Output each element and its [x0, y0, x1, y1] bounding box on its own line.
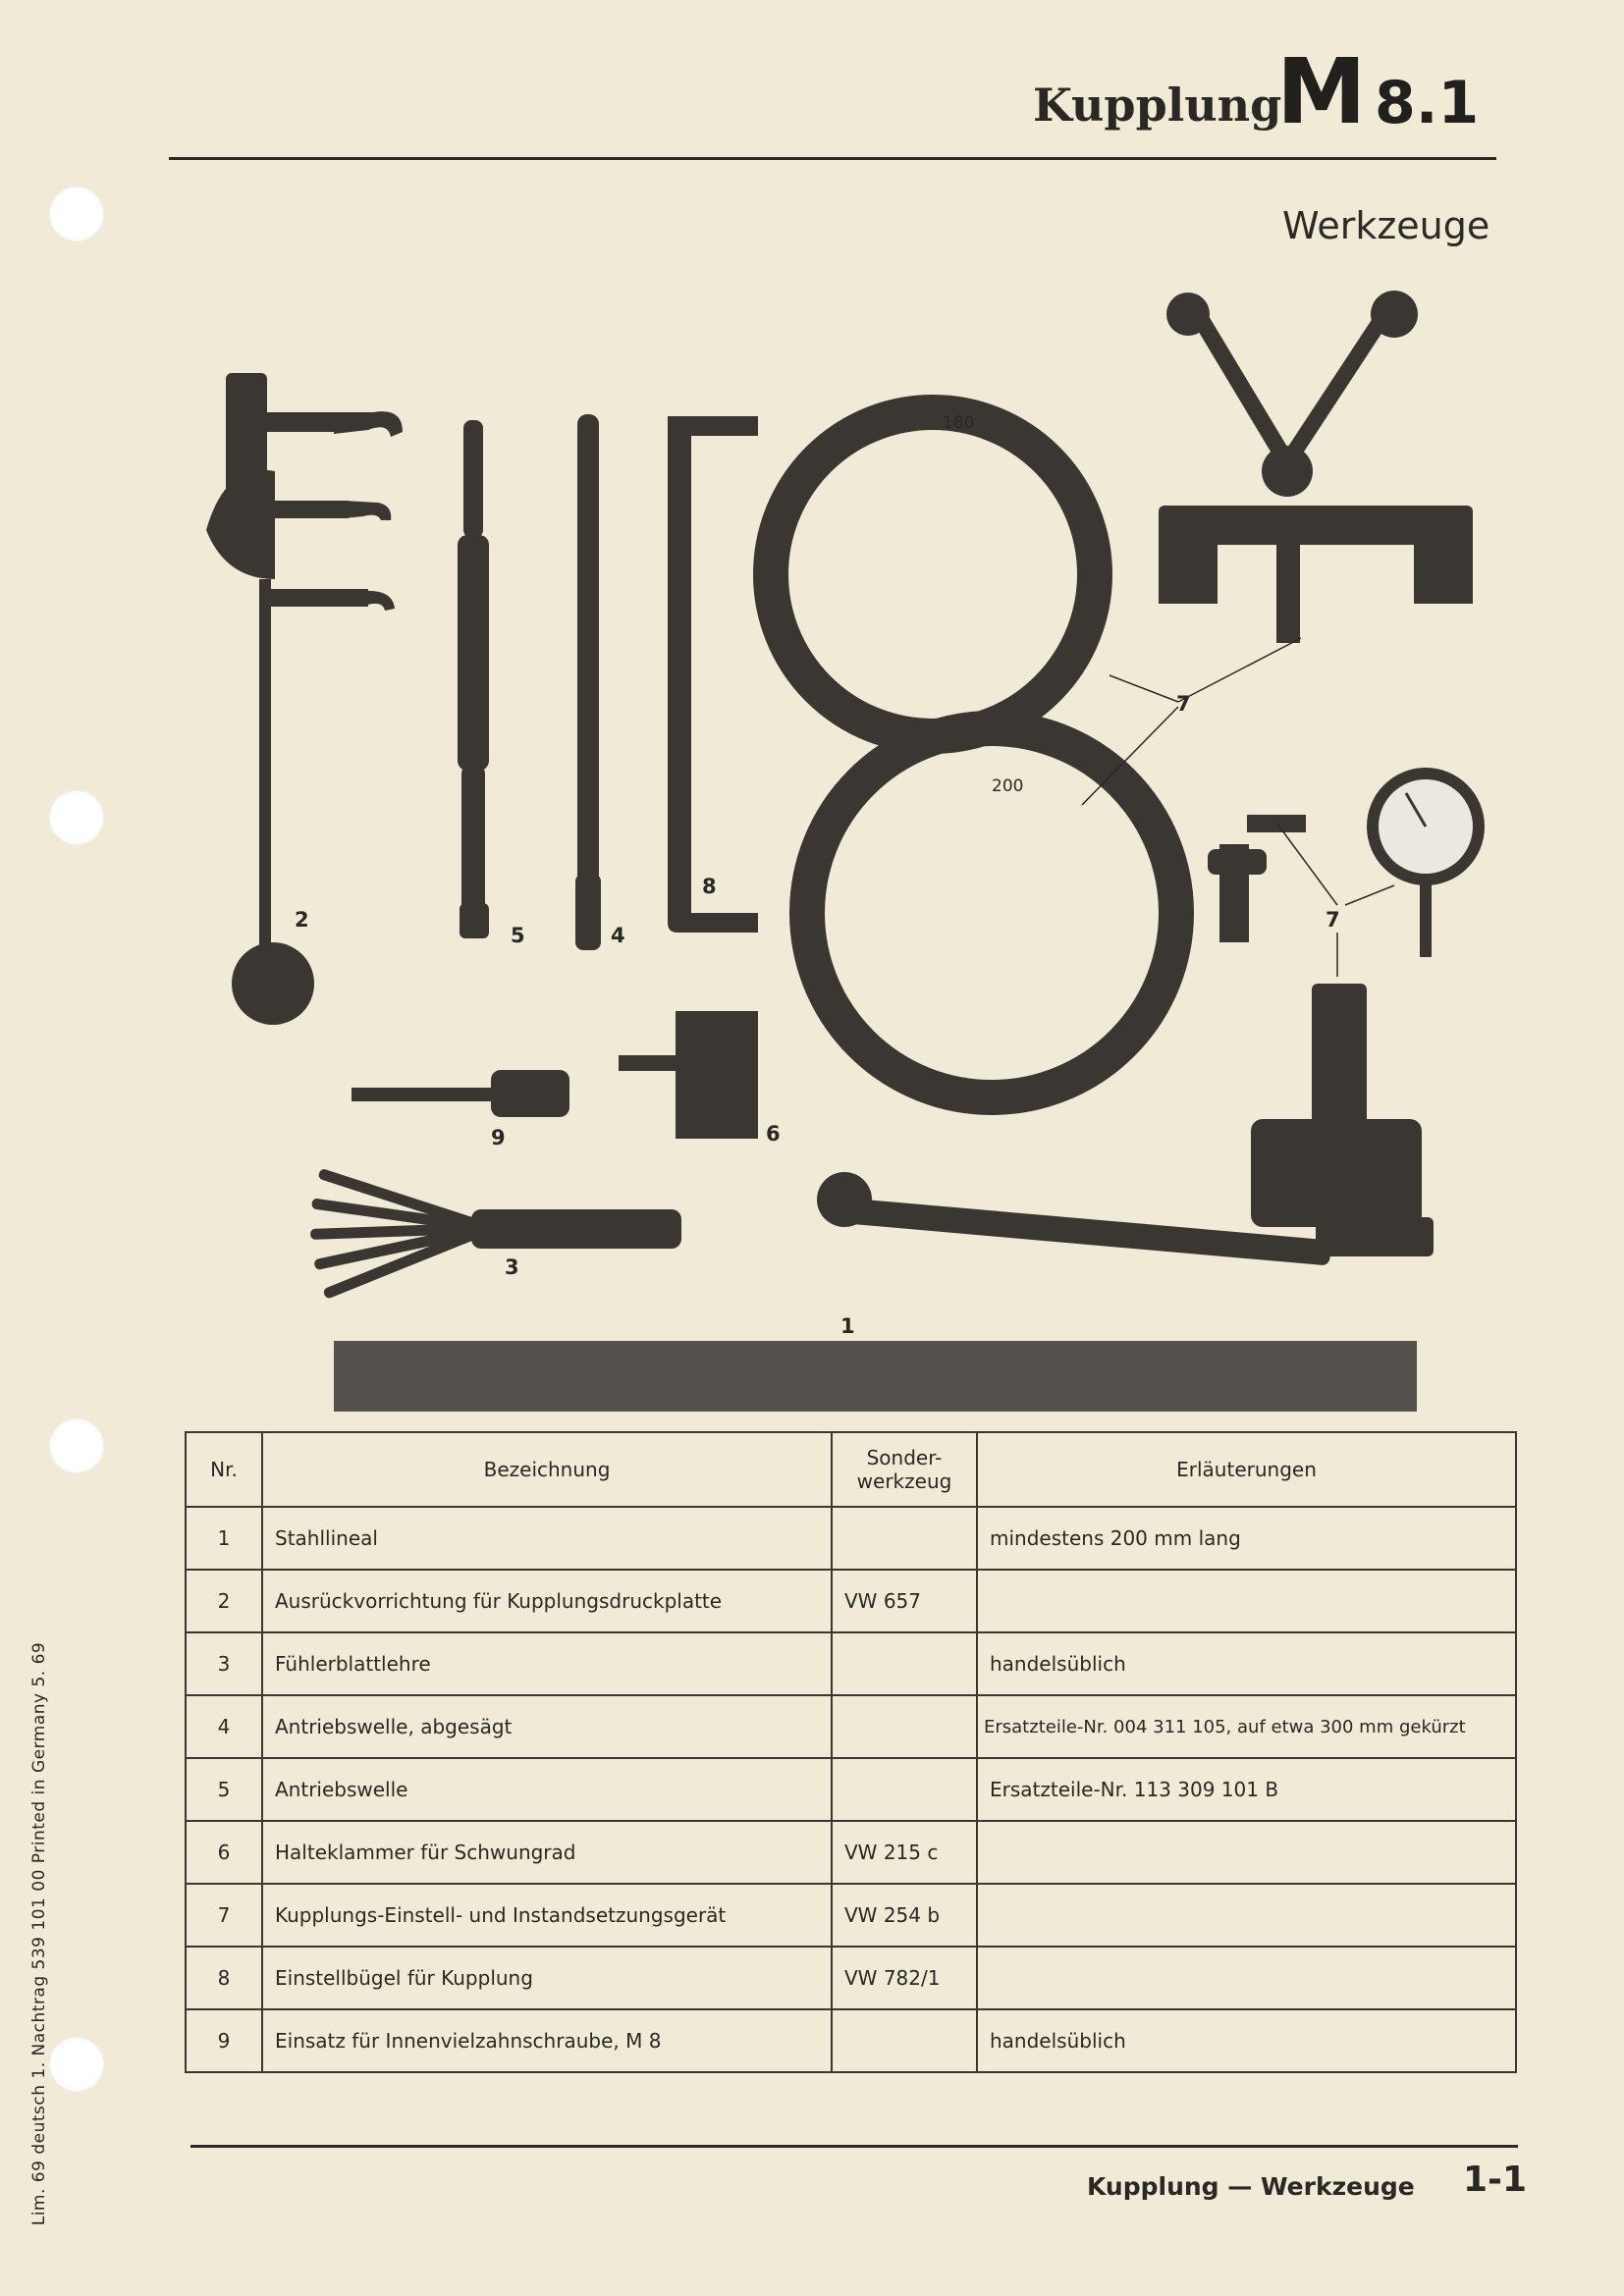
tool-1-steel-ruler	[334, 1341, 1417, 1412]
cell-sonderwerkzeug	[832, 1632, 977, 1695]
cell-erlaeuterung: Ersatzteile-Nr. 004 311 105, auf etwa 300 mm gekürzt	[977, 1695, 1516, 1758]
header-sonderwerkzeug-line1: Sonder-	[866, 1446, 943, 1469]
tool-9-socket-insert	[352, 1070, 569, 1117]
cell-bezeichnung: Antriebswelle	[262, 1758, 832, 1821]
header-rule	[169, 157, 1496, 160]
section-title: Werkzeuge	[1282, 204, 1490, 247]
tool-7-puller	[1159, 291, 1473, 643]
cell-sonderwerkzeug: VW 254 b	[832, 1884, 977, 1947]
cell-nr: 7	[186, 1884, 262, 1947]
cell-nr: 6	[186, 1821, 262, 1884]
table-row	[186, 1570, 1516, 1632]
table-row	[186, 1695, 1516, 1758]
footer-rule	[190, 2145, 1518, 2148]
callout-1: 1	[840, 1314, 855, 1338]
cell-nr: 3	[186, 1632, 262, 1695]
header-sonderwerkzeug-line2: werkzeug	[856, 1469, 952, 1493]
callout-4: 4	[611, 924, 625, 947]
ring-label-200: 200	[992, 776, 1024, 796]
tool-5-drive-shaft	[458, 420, 489, 938]
cell-bezeichnung: Einsatz für Innenvielzahnschraube, M 8	[262, 2009, 832, 2072]
cell-bezeichnung: Einstellbügel für Kupplung	[262, 1947, 832, 2009]
tools-figure	[167, 285, 1492, 1423]
callout-9: 9	[491, 1126, 506, 1149]
cell-sonderwerkzeug	[832, 1695, 977, 1758]
punch-hole-top	[49, 187, 104, 241]
cell-nr: 4	[186, 1695, 262, 1758]
cell-bezeichnung: Halteklammer für Schwungrad	[262, 1821, 832, 1884]
tool-3-feeler-gauge	[310, 1168, 681, 1300]
header-bezeichnung: Bezeichnung	[262, 1432, 832, 1507]
cell-nr: 8	[186, 1947, 262, 2009]
table-row	[186, 1632, 1516, 1695]
cell-sonderwerkzeug: VW 782/1	[832, 1947, 977, 2009]
cell-erlaeuterung: handelsüblich	[977, 2009, 1516, 2072]
ring-label-180: 180	[943, 413, 975, 433]
callout-6: 6	[766, 1122, 781, 1146]
chapter-letter: M	[1276, 39, 1363, 144]
cell-sonderwerkzeug	[832, 1758, 977, 1821]
cell-nr: 9	[186, 2009, 262, 2072]
cell-nr: 1	[186, 1507, 262, 1570]
cell-erlaeuterung: handelsüblich	[977, 1632, 1516, 1695]
cell-sonderwerkzeug	[832, 1507, 977, 1570]
footer-title: Kupplung — Werkzeuge	[1087, 2172, 1415, 2201]
table-header-row	[186, 1432, 1516, 1507]
cell-sonderwerkzeug: VW 215 c	[832, 1821, 977, 1884]
punch-hole-bottom	[49, 2037, 104, 2092]
punch-hole-lower	[49, 1418, 104, 1473]
table-row	[186, 1884, 1516, 1947]
cell-bezeichnung: Antriebswelle, abgesägt	[262, 1695, 832, 1758]
cell-erlaeuterung	[977, 1884, 1516, 1947]
table-row	[186, 2009, 1516, 2072]
cell-erlaeuterung: mindestens 200 mm lang	[977, 1507, 1516, 1570]
side-imprint: Lim. 69 deutsch 1. Nachtrag 539 101 00 Printed in Germany 5. 69	[29, 1641, 49, 2226]
table-row	[186, 1947, 1516, 2009]
punch-hole-middle	[49, 790, 104, 845]
header-sonderwerkzeug	[832, 1432, 977, 1507]
cell-erlaeuterung	[977, 1947, 1516, 2009]
callout-5: 5	[511, 924, 525, 947]
callout-8: 8	[702, 875, 717, 898]
callout-7-upper: 7	[1176, 692, 1191, 716]
table-row	[186, 1821, 1516, 1884]
table-row	[186, 1507, 1516, 1570]
header-erlaeuterungen: Erläuterungen	[977, 1432, 1516, 1507]
cell-erlaeuterung: Ersatzteile-Nr. 113 309 101 B	[977, 1758, 1516, 1821]
cell-bezeichnung: Fühlerblattlehre	[262, 1632, 832, 1695]
cell-bezeichnung: Ausrückvorrichtung für Kupplungsdruckplatte	[262, 1570, 832, 1632]
tools-table	[185, 1431, 1517, 2073]
callout-2: 2	[295, 908, 309, 932]
cell-bezeichnung: Kupplungs-Einstell- und Instandsetzungsgerät	[262, 1884, 832, 1947]
cell-bezeichnung: Stahllineal	[262, 1507, 832, 1570]
cell-nr: 2	[186, 1570, 262, 1632]
cell-sonderwerkzeug: VW 657	[832, 1570, 977, 1632]
header-nr: Nr.	[186, 1432, 262, 1507]
header-title: Kupplung	[1033, 79, 1282, 132]
chapter-number: 8.1	[1375, 69, 1480, 137]
cell-erlaeuterung	[977, 1570, 1516, 1632]
tool-7-dial-gauge	[1367, 768, 1485, 957]
cell-nr: 5	[186, 1758, 262, 1821]
cell-sonderwerkzeug	[832, 2009, 977, 2072]
callout-7-lower: 7	[1326, 908, 1340, 932]
tool-7-ring-180	[771, 412, 1095, 736]
tool-7-gauge-holder	[1208, 815, 1306, 942]
callout-3: 3	[505, 1255, 519, 1279]
tool-8-adjusting-bracket	[668, 416, 758, 933]
footer-page-number: 1-1	[1463, 2160, 1528, 2200]
tool-4-drive-shaft-sawn	[575, 414, 601, 950]
tool-6-holding-clamp	[619, 1011, 758, 1139]
cell-erlaeuterung	[977, 1821, 1516, 1884]
table-row	[186, 1758, 1516, 1821]
